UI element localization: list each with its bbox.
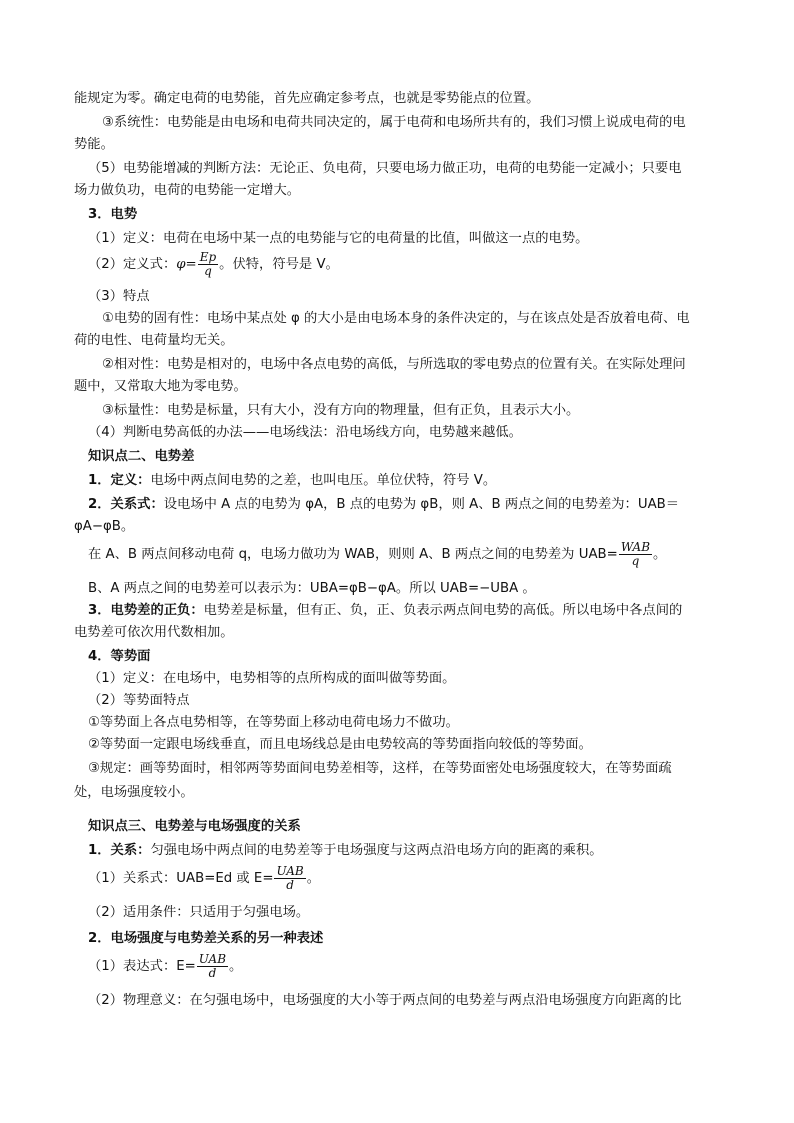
fraction-denominator: q [204, 263, 212, 278]
fraction [197, 953, 228, 980]
text-line [88, 840, 603, 862]
text-line: ①电势的固有性：电场中某点处 φ 的大小是由电场本身的条件决定的，与在该点处是否放着电荷、电 [102, 311, 690, 326]
text-line: 荷的电性、电荷量均无关。 [74, 333, 234, 348]
text-line: 能规定为零。确定电荷的电势能，首先应确定参考点，也就是零势能点的位置。 [74, 91, 540, 106]
text-span: 。 [653, 547, 667, 562]
text-span: 。 [229, 959, 243, 974]
term-label: 3．电势差的正负： [88, 603, 204, 618]
text-span: （1）关系式：UAB=Ed 或 E= [88, 871, 274, 886]
fraction-numerator: UAB [198, 951, 227, 966]
fraction-denominator: q [631, 553, 640, 568]
formula-line [88, 862, 320, 896]
text-line: 题中，又常取大地为零电势。 [74, 379, 247, 394]
text-line: （4）判断电势高低的办法——电场线法：沿电场线方向，电势越来越低。 [88, 425, 522, 440]
text-line: 场力做负功，电荷的电势能一定增大。 [74, 183, 301, 198]
fraction-denominator: d [208, 965, 217, 980]
text-span: 在 A、B 两点间移动电荷 q，电场力做功为 WAB，则则 A、B 两点之间的电势差为 UAB= [88, 547, 618, 562]
text-line: （3）特点 [88, 289, 150, 304]
section-heading: 2．电场强度与电势差关系的另一种表述 [88, 931, 324, 946]
text-line: φA−φB。 [74, 519, 135, 534]
section-heading: 4．等势面 [88, 649, 151, 664]
fraction [619, 541, 652, 568]
fraction-denominator: d [286, 877, 294, 892]
text-line: 势能。 [74, 137, 114, 152]
text-line: 电势差可依次用代数相加。 [74, 625, 234, 640]
text-span: 电场中两点间电势的之差，也叫电压。单位伏特，符号 V。 [150, 473, 497, 488]
formula-line [88, 538, 666, 572]
text-line: （1）定义：电荷在电场中某一点的电势能与它的电荷量的比值，叫做这一点的电势。 [88, 231, 589, 246]
text-span: 设电场中 A 点的电势为 φA，B 点的电势为 φB，则 A、B 两点之间的电势差为：UAB＝ [163, 497, 680, 512]
term-label: 1．关系： [88, 843, 151, 858]
text-line: B、A 两点之间的电势差可以表示为：UBA=φB−φA。所以 UAB=−UBA 。 [88, 581, 536, 596]
formula-span: φ= [176, 257, 197, 272]
formula-line [88, 950, 242, 984]
fraction-numerator: WAB [620, 539, 651, 554]
text-line: ③标量性：电势是标量，只有大小，没有方向的物理量，但有正负，且表示大小。 [102, 403, 580, 418]
section-heading: 知识点三、电势差与电场强度的关系 [88, 819, 301, 834]
formula-line [88, 250, 339, 280]
text-line: （5）电势能增减的判断方法：无论正、负电荷，只要电场力做正功，电荷的电势能一定减小；只要电 [88, 161, 682, 176]
term-label: 2．关系式： [88, 497, 164, 512]
text-line: （2）等势面特点 [88, 693, 190, 708]
text-span: 。伏特，符号是 V。 [219, 257, 339, 272]
section-heading: 知识点二、电势差 [88, 449, 195, 464]
text-line: ③规定：画等势面时，相邻两等势面间电势差相等，这样，在等势面密处电场强度较大，在等势面疏 [88, 761, 672, 776]
text-line [88, 600, 682, 622]
text-line: ①等势面上各点电势相等，在等势面上移动电荷电场力不做功。 [88, 715, 459, 730]
text-span: 匀强电场中两点间的电势差等于电场强度与这两点沿电场方向的距离的乘积。 [150, 843, 603, 858]
text-line: 处，电场强度较小。 [74, 785, 194, 800]
text-line: （2）物理意义：在匀强电场中，电场强度的大小等于两点间的电势差与两点沿电场强度方向距离的比 [88, 993, 682, 1008]
text-line: ③系统性：电势能是由电场和电荷共同决定的，属于电荷和电场所共有的，我们习惯上说成电荷的电 [102, 115, 686, 130]
text-line [88, 494, 679, 516]
fraction [274, 865, 305, 892]
text-span: （1）表达式：E= [88, 959, 196, 974]
text-span: （2）定义式： [88, 257, 177, 272]
text-line [88, 470, 496, 492]
text-line: （2）适用条件：只适用于匀强电场。 [88, 905, 310, 920]
fraction [198, 251, 218, 278]
text-line: ②相对性：电势是相对的，电场中各点电势的高低，与所选取的零电势点的位置有关。在实际处理问 [102, 357, 686, 372]
text-span: 电势差是标量，但有正、负，正、负表示两点间电势的高低。所以电场中各点间的 [203, 603, 683, 618]
text-line: ②等势面一定跟电场线垂直，而且电场线总是由电势较高的等势面指向较低的等势面。 [88, 737, 592, 752]
fraction-numerator: Ep [199, 249, 217, 264]
fraction-numerator: UAB [276, 863, 304, 878]
text-line: （1）定义：在电场中，电势相等的点所构成的面叫做等势面。 [88, 671, 456, 686]
section-heading: 3．电势 [88, 207, 138, 222]
text-span: 。 [306, 871, 320, 886]
term-label: 1．定义： [88, 473, 151, 488]
